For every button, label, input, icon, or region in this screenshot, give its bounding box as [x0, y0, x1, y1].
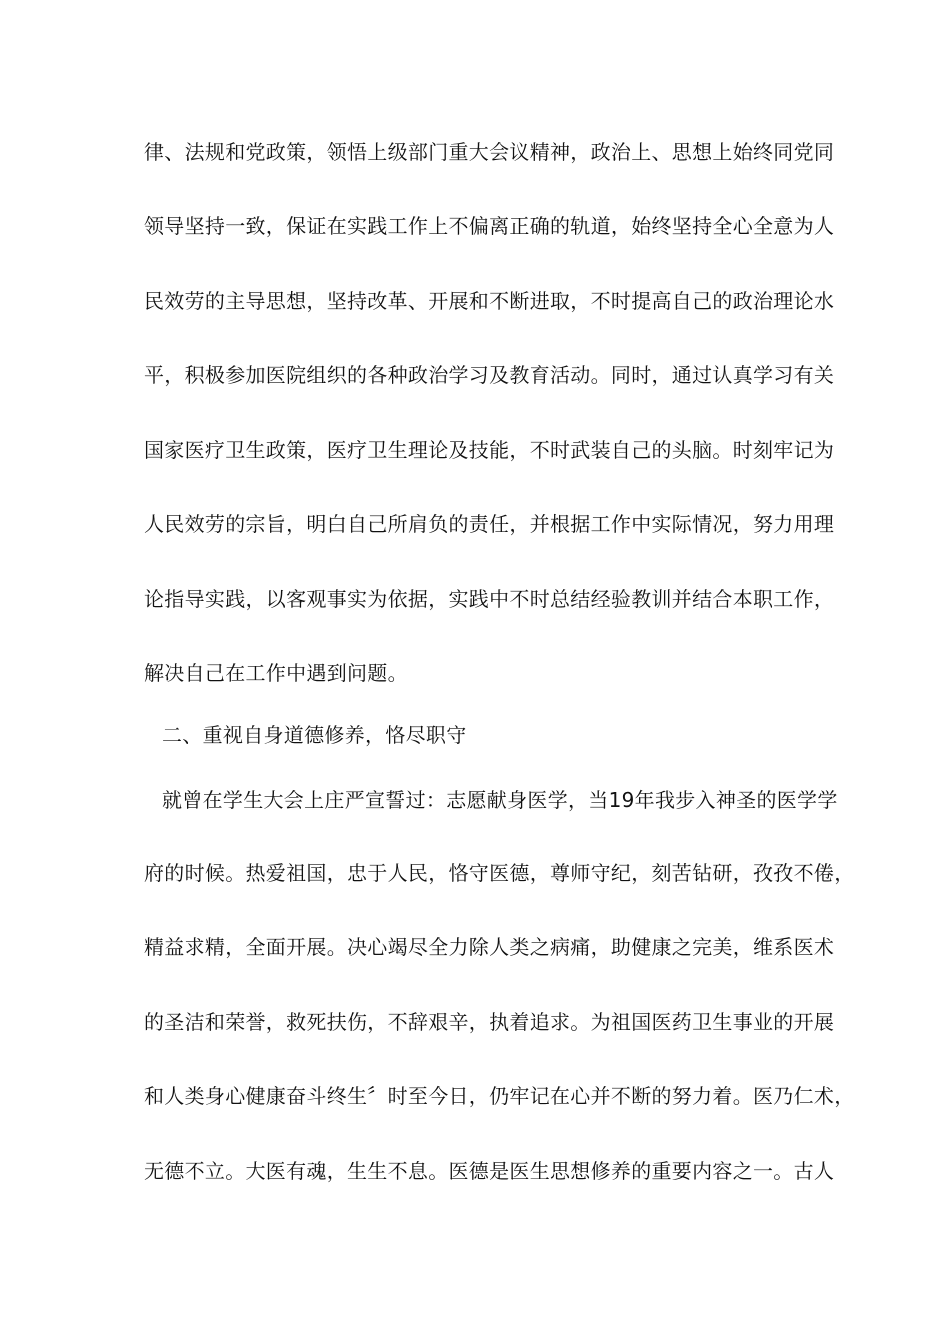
paragraph-line: 平，积极参加医院组织的各种政治学习及教育活动。同时，通过认真学习有关 — [144, 363, 835, 387]
paragraph-line: 人民效劳的宗旨，明白自己所肩负的责任，并根据工作中实际情况，努力用理 — [144, 512, 835, 536]
paragraph-line: 律、法规和党政策，领悟上级部门重大会议精神，政治上、思想上始终同党同 — [144, 140, 835, 164]
paragraph-line: 国家医疗卫生政策，医疗卫生理论及技能，不时武装自己的头脑。时刻牢记为 — [144, 438, 835, 462]
paragraph-line: 就曾在学生大会上庄严宣誓过：志愿献身医学，当19年我步入神圣的医学学 — [162, 788, 838, 812]
paragraph-line: 和人类身心健康奋斗终生〞时至今日，仍牢记在心并不断的努力着。医乃仁术， — [144, 1084, 855, 1108]
paragraph-line: 论指导实践，以客观事实为依据，实践中不时总结经验教训并结合本职工作， — [144, 587, 835, 611]
paragraph-line: 民效劳的主导思想，坚持改革、开展和不断进取，不时提高自己的政治理论水 — [144, 289, 835, 313]
paragraph-line: 的圣洁和荣誉，救死扶伤，不辞艰辛，执着追求。为祖国医药卫生事业的开展 — [144, 1010, 835, 1034]
paragraph-line: 解决自己在工作中遇到问题。 — [144, 661, 408, 685]
paragraph-line: 无德不立。大医有魂，生生不息。医德是医生思想修养的重要内容之一。古人 — [144, 1159, 835, 1183]
paragraph-line: 领导坚持一致，保证在实践工作上不偏离正确的轨道，始终坚持全心全意为人 — [144, 214, 835, 238]
section-heading: 二、重视自身道德修养，恪尽职守 — [162, 723, 467, 747]
paragraph-line: 精益求精，全面开展。决心竭尽全力除人类之病痛，助健康之完美，维系医术 — [144, 935, 835, 959]
paragraph-line: 府的时候。热爱祖国，忠于人民，恪守医德，尊师守纪，刻苦钻研，孜孜不倦， — [144, 861, 855, 885]
